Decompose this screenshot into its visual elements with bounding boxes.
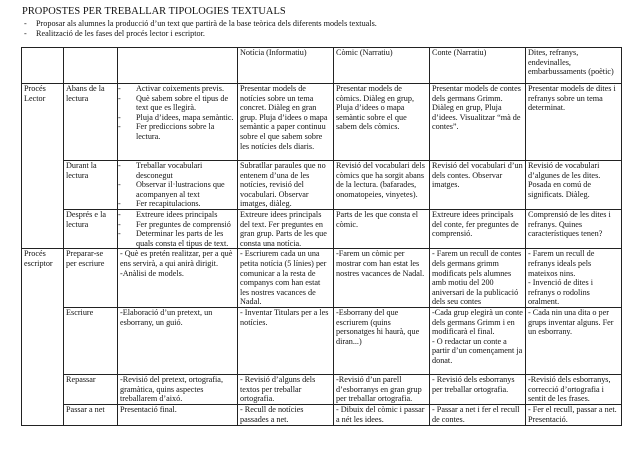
header-cell-comic: Còmic (Narratiu): [334, 48, 430, 84]
noticia-cell: Extreure idees principals del text. Fer preguntes en gran grup. Parts de les que consta una notícia.: [238, 209, 334, 248]
actions-cell: [118, 249, 238, 308]
cell-text: - Farem un recull de refranys ideals pels mateixos nins. - Invenció de dites i refranys o rodolins oralment.: [528, 249, 595, 307]
dites-cell: [526, 249, 622, 308]
noticia-cell: - Revisió d’alguns dels textos per treballar ortografia.: [238, 374, 334, 404]
table-row: [22, 209, 622, 248]
header-cell-conte: Conte (Narratiu): [430, 48, 526, 84]
list-item: - Observar il·lustracions que acompanyen al text: [120, 180, 235, 199]
phase-cell: Preparar-se per escriure: [64, 249, 118, 308]
list-item: - Fer prediccions sobre la lectura.: [120, 122, 235, 141]
phase-cell: Escriure: [64, 307, 118, 374]
cell-text: -Revisió del pretext, ortografia, gramàtica, quins aspectes treballarem d’aixó.: [120, 374, 223, 404]
document-title: PROPOSTES PER TREBALLAR TIPOLOGIES TEXTUALS: [22, 6, 286, 17]
cell-text: - Què es pretén realitzar, per a què ens servirà, a qui anirà dirigit. -Anàlisi de models.: [120, 249, 233, 278]
dites-cell: Revisió de vocabulari d’algunes de les dites. Posada en comú de significats. Diàleg.: [526, 161, 622, 210]
actions-list: [120, 161, 235, 209]
actions-cell: [118, 161, 238, 210]
conte-cell: - Farem un recull de contes dels germans grimm modificats pels alumnes amb motiu del 200 aniversari de la publicació dels seu contes: [430, 249, 526, 308]
table-row: [22, 404, 622, 425]
header-row: [22, 48, 622, 84]
noticia-cell: Subratllar paraules que no entenem d’una de les notícies, revisió del vocabulari. Observar imatges, diàleg.: [238, 161, 334, 210]
comic-cell: -Revisió d’un parell d’esborranys en gran grup per treballar ortografia.: [334, 374, 430, 404]
dites-cell: Comprensió de les dites i refranys. Quines característiques tenen?: [526, 209, 622, 248]
noticia-cell: Presentar models de notícies sobre un tema concret. Diàleg en gran grup. Pluja d’idees o mapa semàntic a paper continuu sobre el que sabem sobre les notícies dels diaris.: [238, 84, 334, 161]
list-item: - Extreure idees principals: [120, 210, 235, 220]
actions-cell: [118, 374, 238, 404]
phase-cell: Passar a net: [64, 404, 118, 425]
noticia-cell: - Inventar Titulars per a les notícies.: [238, 307, 334, 374]
actions-cell: [118, 209, 238, 248]
proposals-table: [21, 47, 622, 426]
table-row: [22, 374, 622, 404]
comic-cell: Presentar models de còmics. Diàleg en grup, Pluja d’idees o mapa semàntic sobre el que sabem dels còmics.: [334, 84, 430, 161]
conte-cell: - Revisió dels esborranys per treballar ortografia.: [430, 374, 526, 404]
actions-list: [120, 84, 235, 142]
conte-cell: Extreure idees principals del conte, fer preguntes de comprensió.: [430, 209, 526, 248]
header-cell-actions: [118, 48, 238, 84]
list-item: - Determinar les parts de les quals consta el tipus de text.: [120, 229, 235, 248]
dites-cell: - Fer el recull, passar a net. Presentació.: [526, 404, 622, 425]
comic-cell: Revisió del vocabulari dels còmics que ha sorgit abans de la lectura. (bafarades, onomatopeies, vinyetes).: [334, 161, 430, 210]
table-row: [22, 84, 622, 161]
phase-cell: Abans de la lectura: [64, 84, 118, 161]
phase-cell: Després e la lectura: [64, 209, 118, 248]
list-item: - Fer preguntes de comprensió: [120, 220, 235, 230]
cell-text: -Cada grup elegirà un conte dels germans Grimm i en modificarà el final. - O redactar un conte a partir d’un començament ja donat.: [432, 307, 523, 365]
comic-cell: - Dibuix del còmic i passar a nét les idees.: [334, 404, 430, 425]
intro-item: - Realització de les fases del procés lector i escriptor.: [22, 29, 377, 39]
cell-text: -Elaboració d’un pretext, un esborrany, un guió.: [120, 307, 213, 327]
header-cell-noticia: Notícia (Informatiu): [238, 48, 334, 84]
dites-cell: Presentar models de dites i refranys sobre un tema determinat.: [526, 84, 622, 161]
noticia-cell: - Recull de notícies passades a net.: [238, 404, 334, 425]
header-cell-group: [22, 48, 64, 84]
intro-list: [22, 19, 377, 38]
phase-cell: Repassar: [64, 374, 118, 404]
comic-cell: -Esborrany del que escriurem (quins personatges hi haurà, que diran...): [334, 307, 430, 374]
conte-cell: Revisió del vocabulari d’un dels contes. Observar imatges.: [430, 161, 526, 210]
cell-text: Presentació final.: [120, 404, 177, 414]
comic-cell: Parts de les que consta el còmic.: [334, 209, 430, 248]
list-item: - Fer recapitulacions.: [120, 199, 235, 209]
actions-list: [120, 210, 235, 248]
phase-cell: Durant la lectura: [64, 161, 118, 210]
intro-item: - Proposar als alumnes la producció d’un text que partirà de la base teòrica dels diferents models textuals.: [22, 19, 377, 29]
header-cell-phase: [64, 48, 118, 84]
list-item: - Què sabem sobre el tipus de text que es llegirà.: [120, 94, 235, 113]
actions-cell: [118, 307, 238, 374]
table-row: [22, 249, 622, 308]
dites-cell: - Cada nin una dita o per grups inventar alguns. Fer un esborrany.: [526, 307, 622, 374]
conte-cell: [430, 307, 526, 374]
actions-cell: [118, 84, 238, 161]
list-item: - Treballar vocabulari desconegut: [120, 161, 235, 180]
header-cell-dites: Dites, refranys, endevinalles, embarbussaments (poètic): [526, 48, 622, 84]
actions-cell: [118, 404, 238, 425]
conte-cell: Presentar models de contes dels germans Grimm. Diàleg en grup, Pluja d’idees. Visualitzar “mà de contes”.: [430, 84, 526, 161]
table-row: [22, 307, 622, 374]
list-item: - Activar coixements previs.: [120, 84, 235, 94]
table-row: [22, 161, 622, 210]
dites-cell: -Revisió dels esborranys, correcció d’ortografia i sentit de les frases.: [526, 374, 622, 404]
conte-cell: - Passar a net i fer el recull de contes.: [430, 404, 526, 425]
noticia-cell: - Escriurem cada un una petita notícia (5 línies) per comunicar a la resta de companys com han estat les nostres vacances de Nadal.: [238, 249, 334, 308]
group-cell-proces-lector: Procés Lector: [22, 84, 64, 249]
list-item: - Pluja d’idees, mapa semàntic.: [120, 113, 235, 123]
group-cell-proces-escriptor: Procés escriptor: [22, 249, 64, 426]
comic-cell: -Farem un còmic per mostrar com han estat les nostres vacances de Nadal.: [334, 249, 430, 308]
